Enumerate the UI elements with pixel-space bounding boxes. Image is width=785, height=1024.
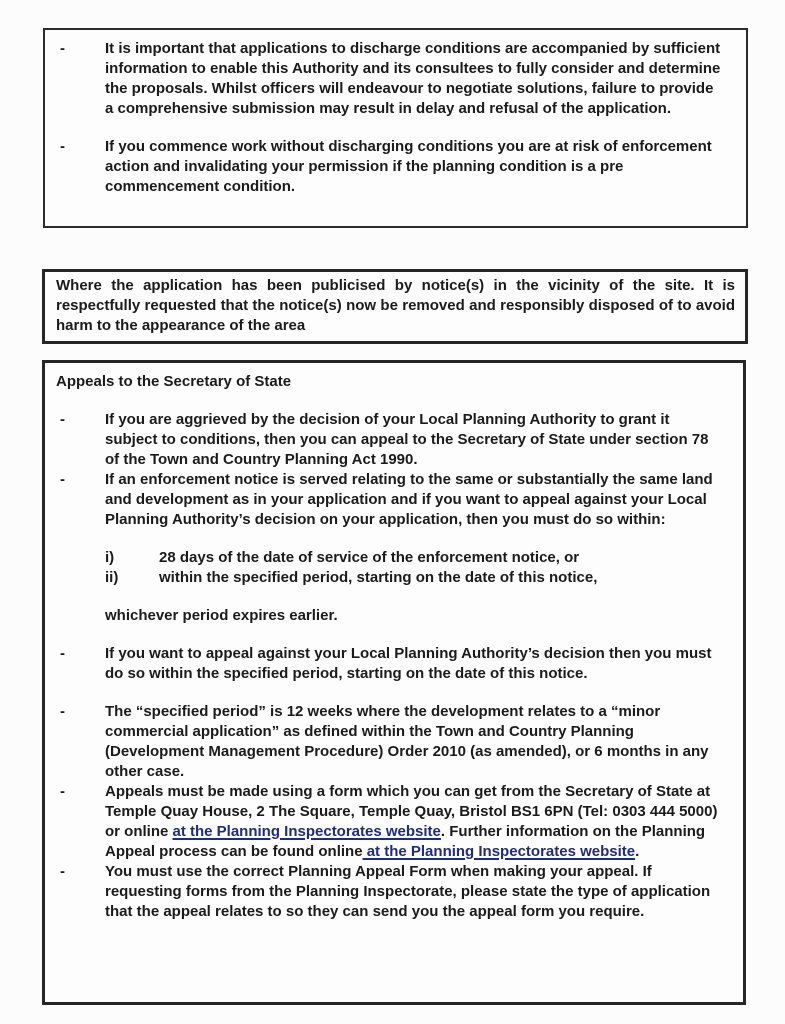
bullet-dash-marker: - — [60, 703, 65, 720]
sub-list-item — [56, 568, 721, 588]
item-text: 28 days of the date of service of the enforcement notice, or — [159, 549, 580, 566]
bullet-item — [56, 782, 721, 862]
planning-inspectorate-link[interactable]: at the Planning Inspectorates website — [362, 843, 636, 860]
sub-list-item — [56, 548, 721, 568]
roman-numeral-marker: i) — [105, 549, 115, 566]
plain-item — [56, 606, 721, 626]
bullet-item — [56, 470, 721, 530]
bullet-dash-marker: - — [60, 783, 65, 800]
bullet-dash-marker: - — [60, 411, 65, 428]
site-notices-box — [42, 269, 748, 344]
item-text: Appeals must be made using a form which you can get from the Secretary of State at Temple Quay House, 2 The Square, Temple Quay, Bristol BS1 6PN (Tel: 0303 444 5000) or online at the Planning Inspectorates website. Further information on the Planning Appeal process can be found online at the Planning Inspectorates website. — [105, 783, 718, 860]
appeals-list — [56, 410, 721, 922]
item-text: If you commence work without discharging conditions you are at risk of enforcement action and invalidating your permission if the planning condition is a pre commencement condition. — [105, 138, 712, 195]
bullet-item — [56, 137, 722, 197]
appeals-heading: Appeals to the Secretary of State — [56, 373, 292, 390]
bullet-dash-marker: - — [60, 645, 65, 662]
bullet-dash-marker: - — [60, 138, 65, 155]
bullet-item — [56, 410, 721, 470]
bullet-item — [56, 862, 721, 922]
item-text: within the specified period, starting on the date of this notice, — [159, 569, 598, 586]
conditions-advice-box — [43, 28, 748, 228]
bullet-dash-marker: - — [60, 863, 65, 880]
bullet-dash-marker: - — [60, 471, 65, 488]
bullet-dash-marker: - — [60, 40, 65, 57]
item-text: It is important that applications to discharge conditions are accompanied by sufficient information to enable this Authority and its consultees to fully consider and determine the proposals. Whilst officers will endeavour to negotiate solutions, failure to provide a comprehensive submission may result in delay and refusal of the application. — [105, 40, 721, 117]
item-text: If you are aggrieved by the decision of your Local Planning Authority to grant it subject to conditions, then you can appeal to the Secretary of State under section 78 of the Town and Country Planning Act 1990. — [105, 411, 709, 468]
item-text: The “specified period” is 12 weeks where the development relates to a “minor commercial application” as defined within the Town and Country Planning (Development Management Procedure) Order 2010 (as amended), or 6 months in any other case. — [105, 703, 709, 780]
roman-numeral-marker: ii) — [105, 569, 119, 586]
bullet-item — [56, 39, 722, 119]
item-text: You must use the correct Planning Appeal Form when making your appeal. If requesting forms from the Planning Inspectorate, please state the type of application that the appeal relates to so they can send you the appeal form you require. — [105, 863, 711, 920]
item-text: whichever period expires earlier. — [105, 607, 338, 624]
planning-inspectorate-link[interactable]: at the Planning Inspectorates website — [172, 823, 441, 840]
appeals-box — [42, 360, 746, 1005]
item-text: If an enforcement notice is served relating to the same or substantially the same land and development as in your application and if you want to appeal against your Local Planning Authority’s decision on your application, then you must do so within: — [105, 471, 713, 528]
site-notices-text: Where the application has been publicised by notice(s) in the vicinity of the site. It is respectfully requested that the notice(s) now be removed and responsibly disposed of to avoid harm to the appearance of the area — [56, 277, 735, 334]
item-text: If you want to appeal against your Local Planning Authority’s decision then you must do so within the specified period, starting on the date of this notice. — [105, 645, 712, 682]
bullet-item — [56, 644, 721, 684]
conditions-advice-list — [56, 39, 722, 197]
bullet-item — [56, 702, 721, 782]
